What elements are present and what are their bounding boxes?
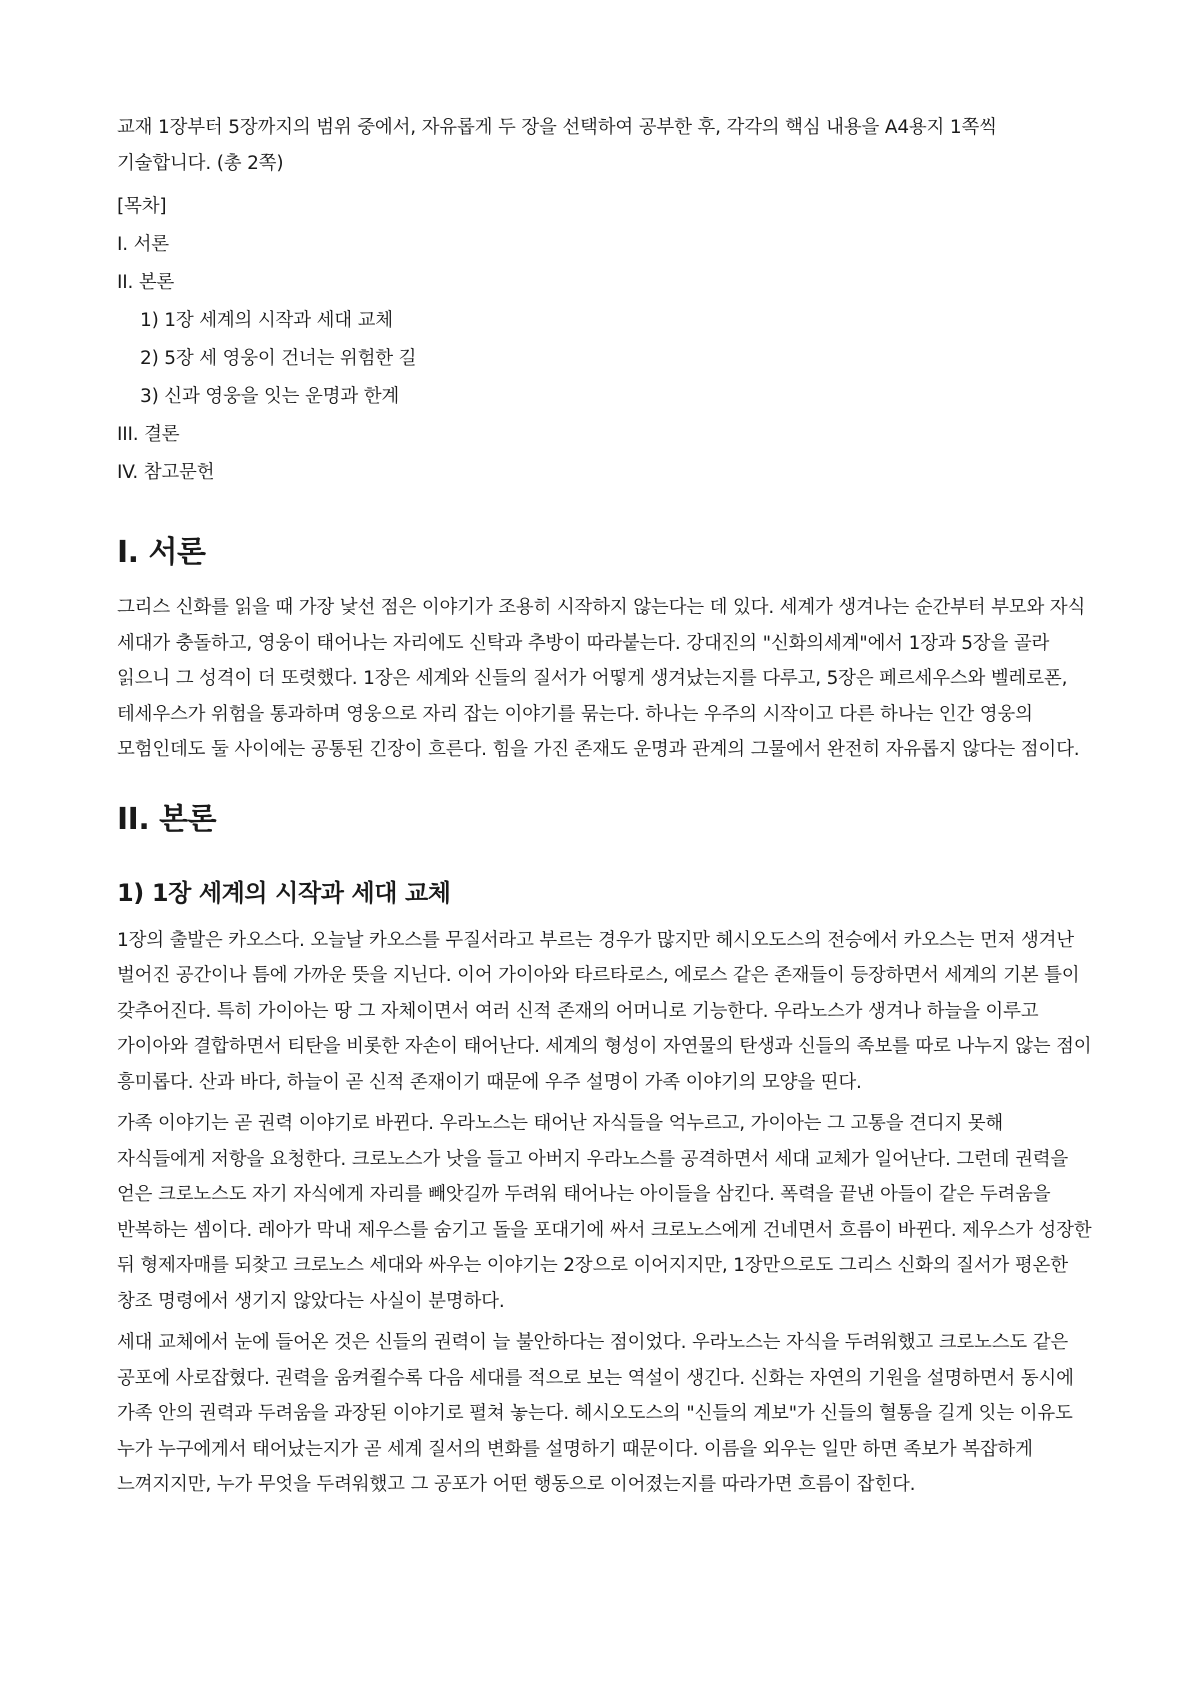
table-of-contents [117,188,1093,492]
body-paragraph: 1장의 출발은 카오스다. 오늘날 카오스를 무질서라고 부르는 경우가 많지만 헤시오도스의 전승에서 카오스는 먼저 생겨난 벌어진 공간이나 틈에 가까운 뜻을 지닌다. 이어 가이아와 타르타로스, 에로스 같은 존재들이 등장하면서 세계의 기본 틀이 갖추어진다. 특히 가이아는 땅 그 자체이면서 여러 신적 존재의 어머니로 기능한다. 우라노스가 생겨나 하늘을 이루고 가이아와 결합하면서 티탄을 비롯한 자손이 태어난다. 세계의 형성이 자연물의 탄생과 신들의 족보를 따로 나누지 않는 점이 흥미롭다. 산과 바다, 하늘이 곧 신적 존재이기 때문에 우주 설명이 가족 이야기의 모양을 띤다. [117,929,1092,1093]
toc-item: I. 서론 [117,234,169,255]
toc-subitem: 2) 5장 세 영웅이 건너는 위험한 길 [140,348,417,369]
assignment-note: 교재 1장부터 5장까지의 범위 중에서, 자유롭게 두 장을 선택하여 공부한 후, 각각의 핵심 내용을 A4용지 1쪽씩 기술합니다. (총 2쪽) [117,117,997,174]
toc-subitem: 1) 1장 세계의 시작과 세대 교체 [140,310,393,331]
subsection-heading: 1) 1장 세계의 시작과 세대 교체 [117,878,451,907]
body-paragraph: 가족 이야기는 곧 권력 이야기로 바뀐다. 우라노스는 태어난 자식들을 억누르고, 가이아는 그 고통을 견디지 못해 자식들에게 저항을 요청한다. 크로노스가 낫을 들고 아버지 우라노스를 공격하면서 세대 교체가 일어난다. 그런데 권력을 얻은 크로노스도 자기 자식에게 자리를 빼앗길까 두려워 태어나는 아이들을 삼킨다. 폭력을 끝낸 아들이 같은 두려움을 반복하는 셈이다. 레아가 막내 제우스를 숨기고 돌을 포대기에 싸서 크로노스에게 건네면서 흐름이 바뀐다. 제우스가 성장한 뒤 형제자매를 되찾고 크로노스 세대와 싸우는 이야기는 2장으로 이어지지만, 1장만으로도 그리스 신화의 질서가 평온한 창조 명령에서 생기지 않았다는 사실이 분명하다. [117,1113,1092,1312]
toc-item: II. 본론 [117,272,175,293]
toc-item: IV. 참고문헌 [117,462,215,483]
body-paragraph: 세대 교체에서 눈에 들어온 것은 신들의 권력이 늘 불안하다는 점이었다. 우라노스는 자식을 두려워했고 크로노스도 같은 공포에 사로잡혔다. 권력을 움켜쥘수록 다음 세대를 적으로 보는 역설이 생긴다. 신화는 자연의 기원을 설명하면서 동시에 가족 안의 권력과 두려움을 과장된 이야기로 펼쳐 놓는다. 헤시오도스의 "신들의 계보"가 신들의 혈통을 길게 잇는 이유도 누가 누구에게서 태어났는지가 곧 세계 질서의 변화를 설명하기 때문이다. 이름을 외우는 일만 하면 족보가 복잡하게 느껴지지만, 누가 무엇을 두려워했고 그 공포가 어떤 행동으로 이어졌는지를 따라가면 흐름이 잡힌다. [117,1332,1074,1495]
section-heading-introduction: I. 서론 [117,535,206,570]
toc-subitem: 3) 신과 영웅을 잇는 운명과 한계 [140,386,400,407]
toc-item: III. 결론 [117,424,180,445]
section-heading-body: II. 본론 [117,801,217,837]
introduction-paragraph: 그리스 신화를 읽을 때 가장 낯선 점은 이야기가 조용히 시작하지 않는다는 데 있다. 세계가 생겨나는 순간부터 부모와 자식 세대가 충돌하고, 영웅이 태어나는 자리에도 신탁과 추방이 따라붙는다. 강대진의 "신화의세계"에서 1장과 5장을 골라 읽으니 그 성격이 더 또렷했다. 1장은 세계와 신들의 질서가 어떻게 생겨났는지를 다루고, 5장은 페르세우스와 벨레로폰, 테세우스가 위험을 통과하며 영웅으로 자리 잡는 이야기를 묶는다. 하나는 우주의 시작이고 다른 하나는 인간 영웅의 모험인데도 둘 사이에는 공통된 긴장이 흐른다. 힘을 가진 존재도 운명과 관계의 그물에서 완전히 자유롭지 않다는 점이다. [117,597,1086,760]
toc-heading: [목차] [117,196,167,217]
